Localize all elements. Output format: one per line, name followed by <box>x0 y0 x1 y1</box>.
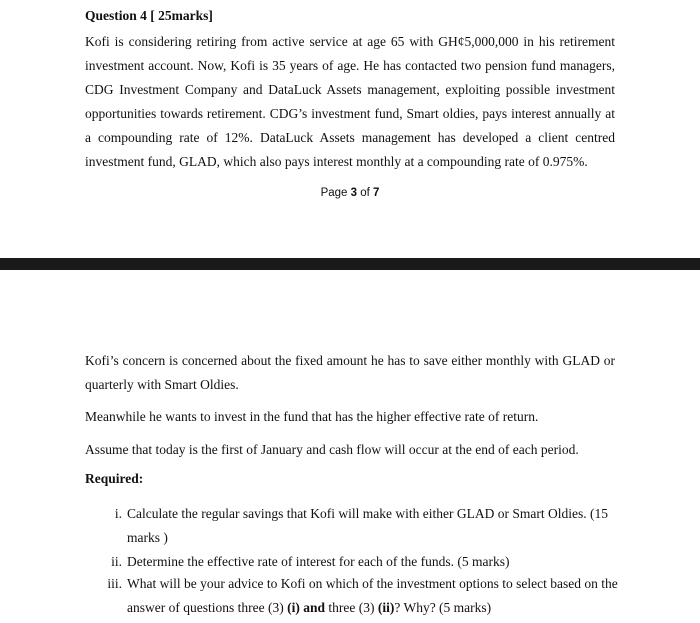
item-text-bold-b: (ii) <box>377 600 395 615</box>
page-middle: of <box>357 187 374 199</box>
question-paragraph: Kofi is considering retiring from active service at age 65 with GH¢5,000,000 in his retirement investment account. Now, Kofi is 35 years of age. He has contacted two pension fund managers, CDG Investment Company and DataLuck Assets management, exploiting possible investment opportunities towards retirement. CDG’s investment fund, Smart oldies, pays interest annually at a compounding rate of 12%. DataLuck Assets management has developed a client centred investment fund, GLAD, which also pays interest monthly at a compounding rate of 0.975%. <box>85 34 615 169</box>
page-current: 3 <box>350 187 358 199</box>
page-footer <box>0 187 700 199</box>
page-total: 7 <box>373 187 380 199</box>
required-heading: Required: <box>85 471 144 486</box>
page-prefix: Page <box>320 187 351 199</box>
body-paragraph-3: Assume that today is the first of January and cash flow will occur at the end of each period. <box>85 442 579 457</box>
question-item-2 <box>100 550 620 574</box>
question-heading: Question 4 [ 25marks] <box>85 8 213 23</box>
item-text-part-b: three (3) <box>324 600 378 615</box>
question-item-3 <box>100 572 620 620</box>
item-text <box>127 572 622 620</box>
document-page-bottom <box>0 270 700 623</box>
item-number: ii. <box>111 554 122 569</box>
item-text: Calculate the regular savings that Kofi will make with either GLAD or Smart Oldies. (15 marks ) <box>127 506 609 545</box>
item-text-part-c: ? Why? (5 marks) <box>394 600 492 615</box>
item-text: Determine the effective rate of interest for each of the funds. (5 marks) <box>127 554 510 569</box>
item-number: i. <box>114 506 122 521</box>
item-text-part-a: What will be your advice to Kofi on which of the investment options to select based on the answer of questions three (3) <box>127 576 618 615</box>
body-paragraph-1: Kofi’s concern is concerned about the fixed amount he has to save either monthly with GLAD or quarterly with Smart Oldies. <box>85 353 615 392</box>
question-item-1 <box>100 502 620 550</box>
item-text-bold-a: (i) and <box>287 600 325 615</box>
document-page-top <box>0 0 700 258</box>
body-paragraph-2: Meanwhile he wants to invest in the fund that has the higher effective rate of return. <box>85 409 539 424</box>
page-gap <box>0 258 700 270</box>
item-number: iii. <box>107 576 122 591</box>
